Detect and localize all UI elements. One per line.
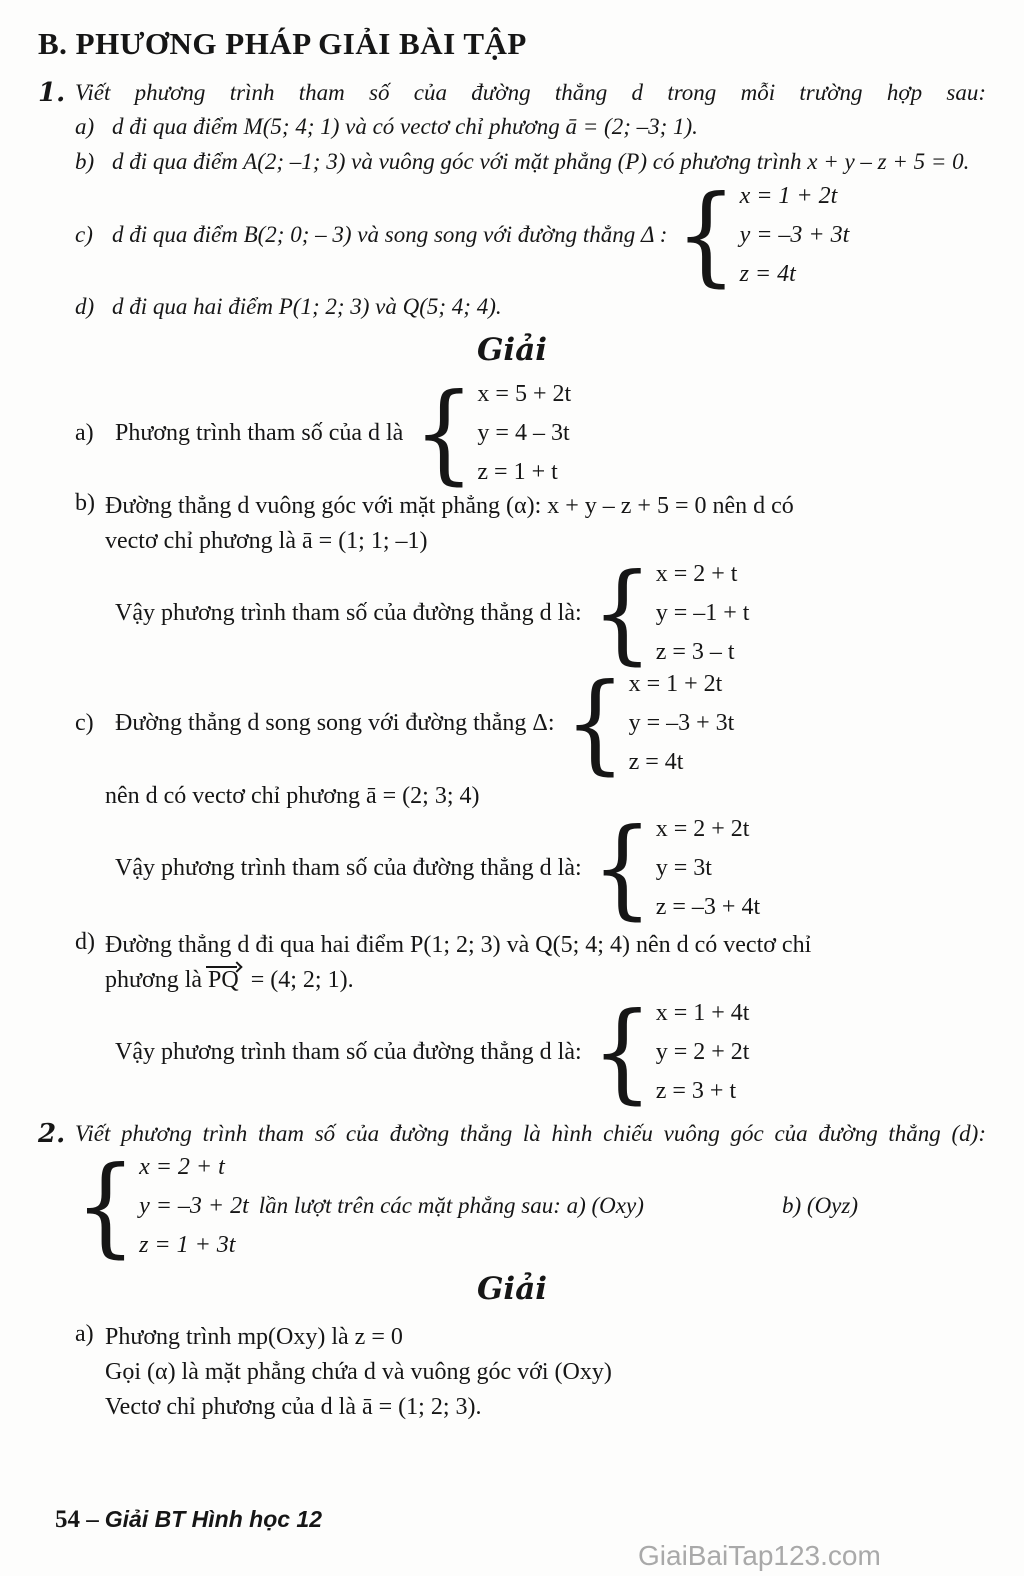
brace-icon: { bbox=[75, 1143, 137, 1269]
solution-1d-line2-pre: phương là bbox=[105, 967, 203, 993]
equation-line: z = 4t bbox=[739, 261, 796, 287]
equation-system-1b bbox=[591, 550, 750, 676]
solution-1b-conclusion-row bbox=[75, 550, 986, 676]
solution-1b-line1: Đường thẳng d vuông góc với mặt phẳng (α): x + y – z + 5 = 0 nên d có bbox=[105, 493, 794, 519]
equation-line: y = –3 + 2t bbox=[139, 1193, 249, 1219]
solution-2a-line2-row bbox=[75, 1356, 986, 1389]
item-c-label: c) bbox=[75, 222, 93, 247]
problem-2-number: 2. bbox=[38, 1119, 66, 1149]
solution-2a-line1-row bbox=[75, 1321, 986, 1354]
solution-1d-line2-post: = (4; 2; 1). bbox=[244, 967, 354, 993]
vector-pq: PQ bbox=[208, 967, 239, 993]
solution-2a-label: a) bbox=[75, 1321, 94, 1347]
equation-line: y = 4 – 3t bbox=[477, 420, 570, 446]
solution-1a-label: a) bbox=[75, 419, 94, 446]
item-b-text: d đi qua điểm A(2; –1; 3) và vuông góc với mặt phẳng (P) có phương trình x + y – z + 5 = 0. bbox=[112, 149, 970, 174]
item-b-label: b) bbox=[75, 149, 95, 174]
brace-icon: { bbox=[675, 172, 737, 298]
solution-1d-conclusion-row bbox=[75, 989, 986, 1115]
equation-system-1a bbox=[413, 370, 572, 496]
solution-2a-line3-row bbox=[75, 1391, 986, 1424]
item-a-label: a) bbox=[75, 114, 95, 139]
solution-1b-line1-row bbox=[75, 490, 986, 523]
solution-1c-conclusion: Vậy phương trình tham số của đường thẳng d là: bbox=[115, 854, 582, 881]
solution-1c-label: c) bbox=[75, 709, 94, 736]
section-title: B. PHƯƠNG PHÁP GIẢI BÀI TẬP bbox=[38, 26, 527, 61]
page-footer bbox=[55, 1506, 322, 1534]
equation-line: z = 4t bbox=[628, 749, 684, 775]
equation-system-1d bbox=[591, 989, 750, 1115]
solution-2a-line3: Vectơ chỉ phương của d là ā = (1; 2; 3). bbox=[105, 1394, 482, 1420]
equation-line: z = 3 – t bbox=[655, 639, 735, 665]
spacer bbox=[75, 525, 105, 558]
problem-1-item-c bbox=[75, 172, 986, 298]
solution-1d-conclusion: Vậy phương trình tham số của đường thẳng d là: bbox=[115, 1038, 582, 1065]
solution-1c-lead: Đường thẳng d song song với đường thẳng Δ: bbox=[115, 709, 555, 736]
equation-line: x = 2 + 2t bbox=[655, 816, 750, 842]
problem-1-statement: Viết phương trình tham số của đường thẳng d trong mỗi trường hợp sau: bbox=[75, 80, 986, 105]
equation-system-1c bbox=[675, 172, 850, 298]
brace-icon: { bbox=[591, 989, 653, 1115]
spacer bbox=[75, 780, 105, 813]
problem-1-item-d bbox=[75, 292, 986, 322]
solution-1d-line2 bbox=[105, 964, 354, 997]
solution-2a-line1: Phương trình mp(Oxy) là z = 0 bbox=[105, 1324, 403, 1350]
equation-line: x = 1 + 2t bbox=[739, 183, 838, 209]
equation-line: y = 3t bbox=[655, 855, 712, 881]
solution-1c-line2: nên d có vectơ chỉ phương ā = (2; 3; 4) bbox=[105, 783, 480, 809]
solution-1d-label: d) bbox=[75, 929, 95, 955]
equation-line: x = 1 + 2t bbox=[628, 671, 723, 697]
equation-line: y = –1 + t bbox=[655, 600, 750, 626]
book-title: Giải BT Hình học 12 bbox=[104, 1506, 323, 1532]
brace-icon: { bbox=[591, 550, 653, 676]
problem-2-system-row bbox=[75, 1143, 986, 1269]
spacer bbox=[75, 1356, 105, 1389]
solution-heading-1: Giải bbox=[476, 332, 548, 368]
problem-1-item-a bbox=[75, 112, 986, 142]
solution-heading-2: Giải bbox=[476, 1271, 548, 1307]
equation-line: z = 1 + 3t bbox=[139, 1232, 236, 1258]
solution-2a-line2: Gọi (α) là mặt phẳng chứa d và vuông góc với (Oxy) bbox=[105, 1359, 612, 1385]
problem-2 bbox=[38, 1119, 986, 1149]
equation-system-2 bbox=[75, 1143, 249, 1269]
brace-icon: { bbox=[564, 660, 626, 786]
solution-1c-lead-row bbox=[75, 660, 986, 786]
item-d-label: d) bbox=[75, 294, 95, 319]
solution-1d-line1-row bbox=[75, 929, 986, 962]
equation-line: x = 2 + t bbox=[139, 1154, 225, 1180]
solution-1a bbox=[75, 370, 986, 496]
solution-1b-line2-row bbox=[75, 525, 986, 558]
equation-line: x = 1 + 4t bbox=[655, 1000, 750, 1026]
equation-system-1c-result bbox=[591, 805, 761, 931]
equation-system-1c-delta bbox=[564, 660, 735, 786]
equation-line: x = 5 + 2t bbox=[477, 381, 572, 407]
solution-1d-line2-row bbox=[75, 964, 986, 997]
solution-1c-line2-row bbox=[75, 780, 986, 813]
equation-line: y = 2 + 2t bbox=[655, 1039, 750, 1065]
problem-1 bbox=[38, 78, 986, 108]
problem-2-statement: Viết phương trình tham số của đường thẳng là hình chiếu vuông góc của đường thẳng (d): bbox=[75, 1121, 986, 1146]
solution-1c-conclusion-row bbox=[75, 805, 986, 931]
solution-1d-line1: Đường thẳng d đi qua hai điểm P(1; 2; 3) và Q(5; 4; 4) nên d có vectơ chỉ bbox=[105, 932, 812, 958]
brace-icon: { bbox=[591, 805, 653, 931]
equation-line: z = –3 + 4t bbox=[655, 894, 761, 920]
item-c-text: d đi qua điểm B(2; 0; – 3) và song song với đường thẳng Δ : bbox=[112, 222, 668, 247]
equation-line: z = 3 + t bbox=[655, 1078, 737, 1104]
spacer bbox=[75, 1391, 105, 1424]
problem-2-continuation: lần lượt trên các mặt phẳng sau: a) (Oxy) bbox=[258, 1193, 644, 1218]
problem-2-option-b: b) (Oyz) bbox=[782, 1193, 858, 1218]
equation-line: x = 2 + t bbox=[655, 561, 738, 587]
problem-1-item-b bbox=[75, 147, 986, 177]
equation-line: z = 1 + t bbox=[477, 459, 558, 485]
equation-line: y = –3 + 3t bbox=[739, 222, 850, 248]
watermark: GiaiBaiTap123.com bbox=[638, 1540, 881, 1571]
problem-1-number: 1. bbox=[38, 78, 66, 108]
item-d-text: d đi qua hai điểm P(1; 2; 3) và Q(5; 4; 4). bbox=[112, 294, 502, 319]
solution-1b-line2: vectơ chỉ phương là ā = (1; 1; –1) bbox=[105, 528, 428, 554]
page-number: 54 – bbox=[55, 1506, 99, 1533]
brace-icon: { bbox=[413, 370, 475, 496]
equation-line: y = –3 + 3t bbox=[628, 710, 735, 736]
solution-1a-lead: Phương trình tham số của d là bbox=[115, 419, 404, 446]
spacer bbox=[75, 964, 105, 997]
item-a-text: d đi qua điểm M(5; 4; 1) và có vectơ chỉ phương ā = (2; –3; 1). bbox=[112, 114, 698, 139]
solution-1b-label: b) bbox=[75, 490, 95, 516]
solution-1b-conclusion: Vậy phương trình tham số của đường thẳng d là: bbox=[115, 599, 582, 626]
